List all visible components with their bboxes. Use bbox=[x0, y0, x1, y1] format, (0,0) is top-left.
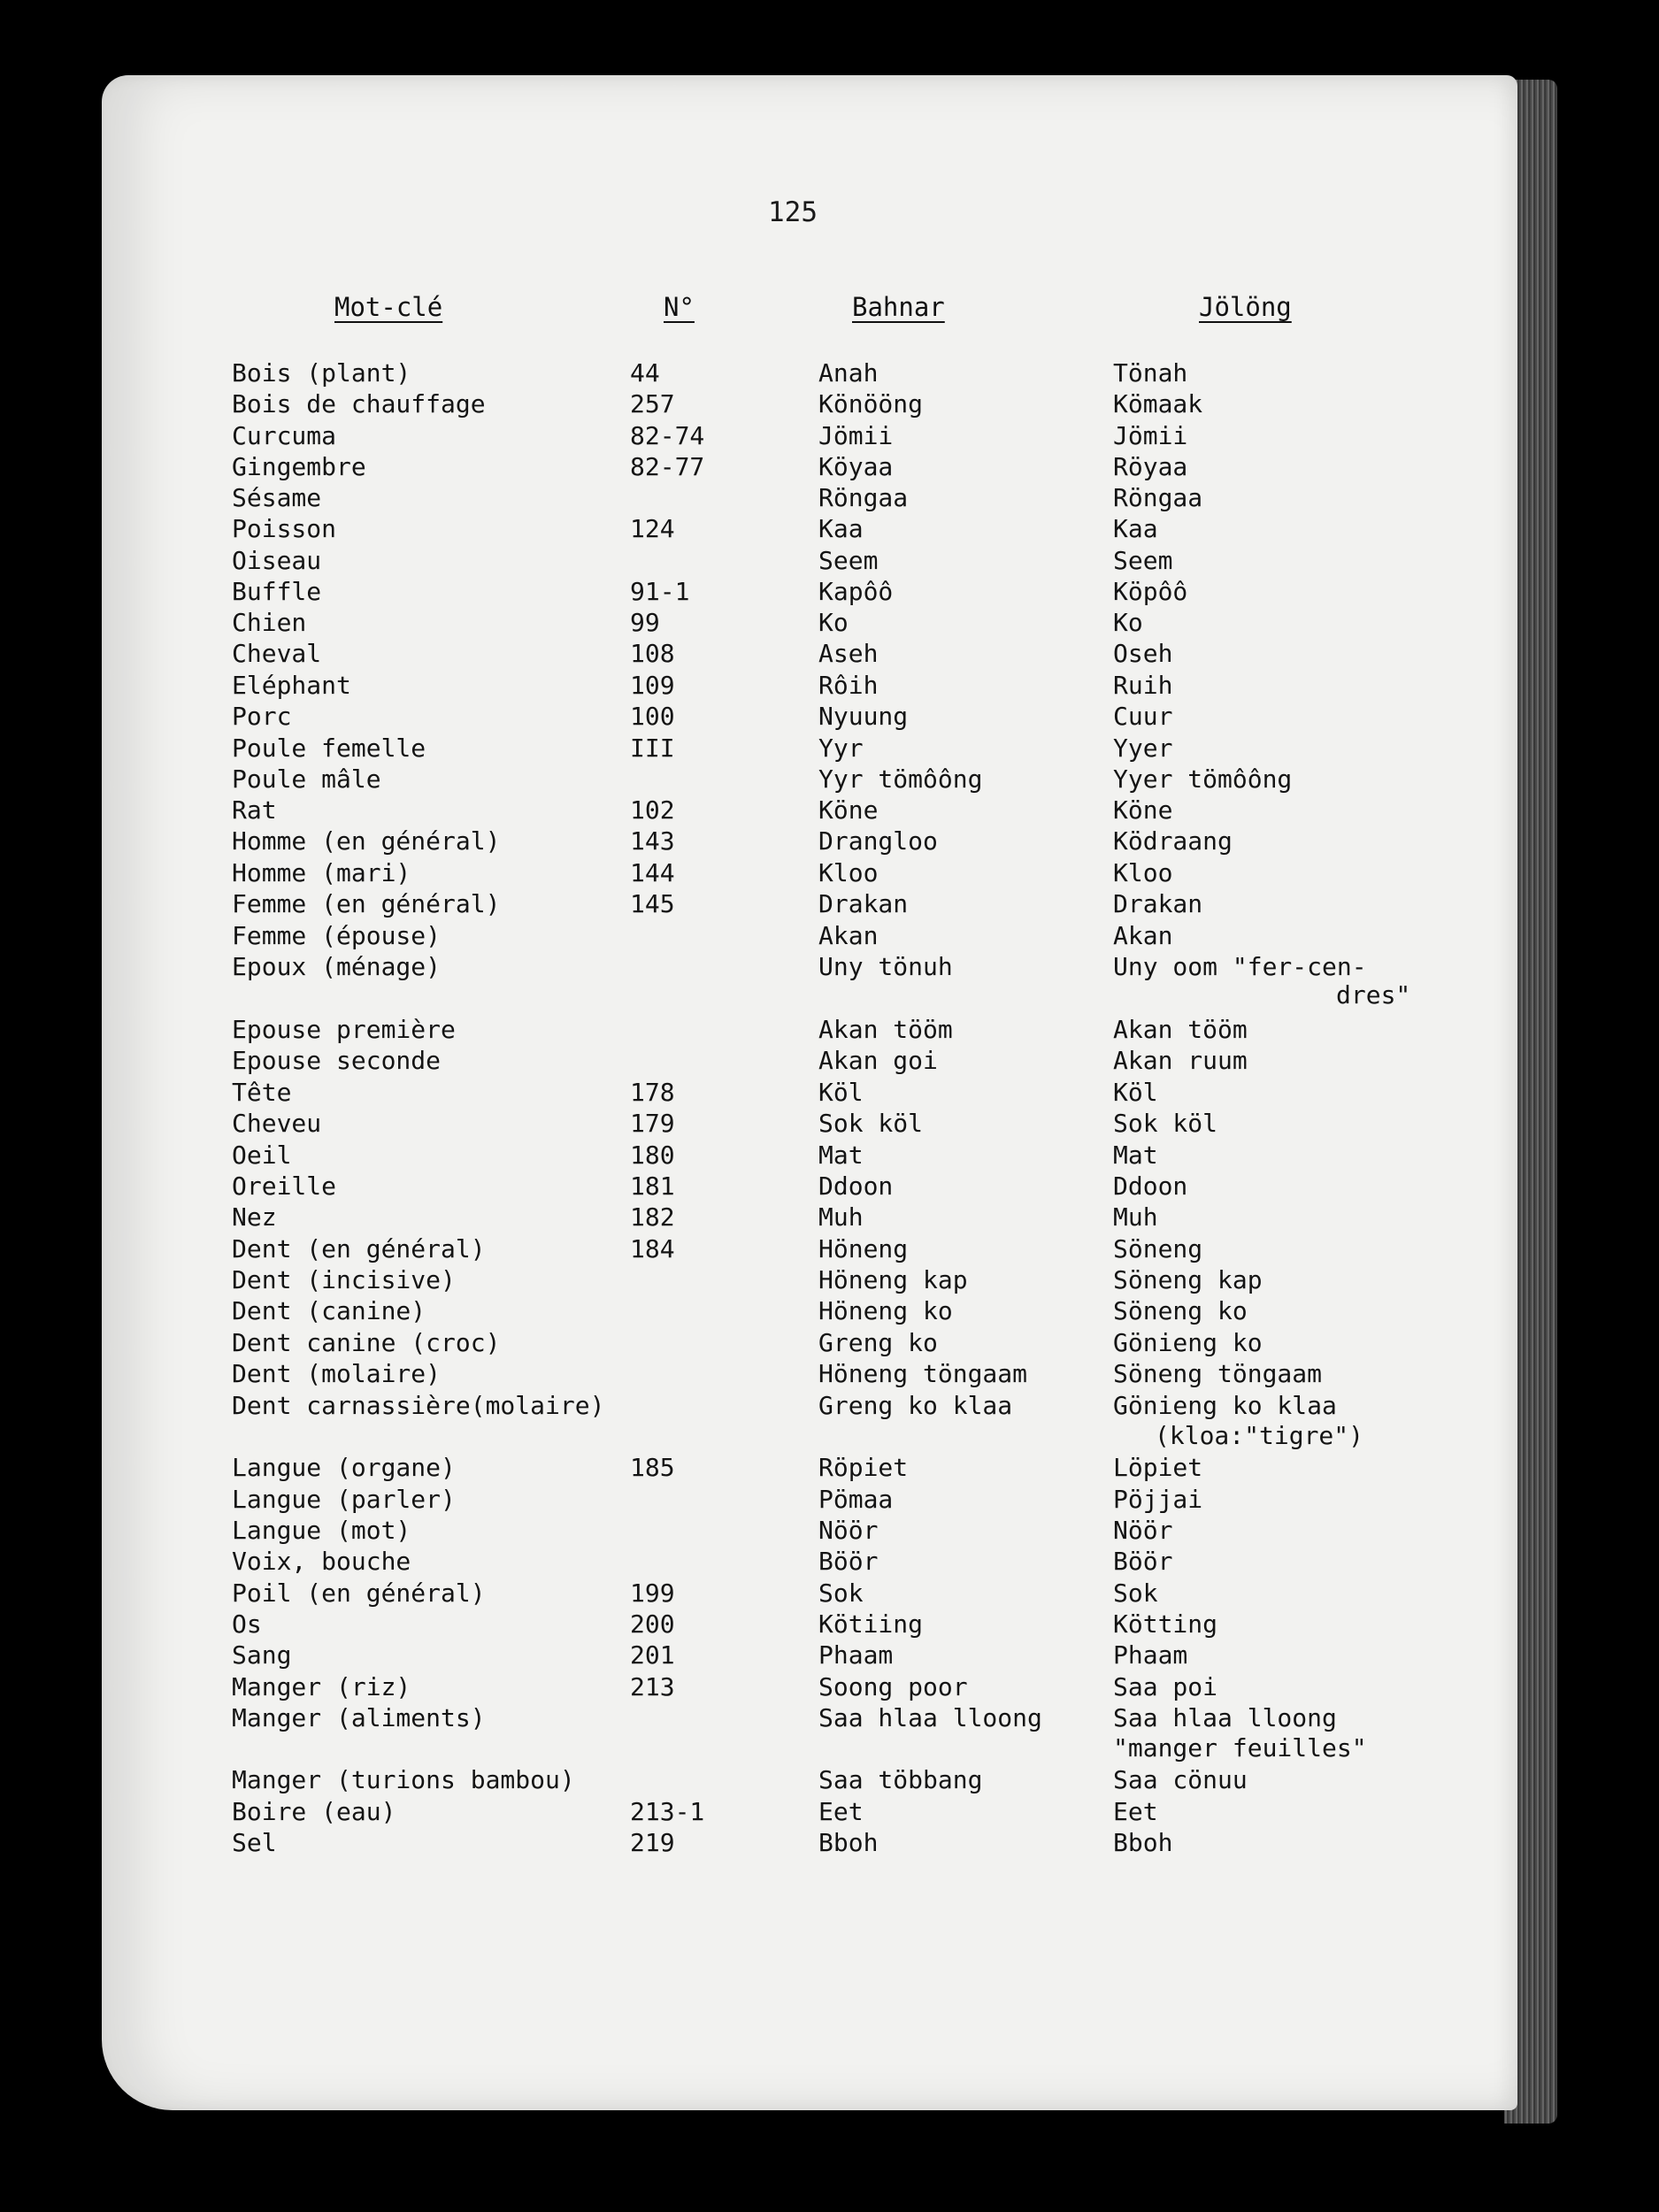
number-cell: 179 bbox=[630, 1109, 675, 1138]
number-cell: 199 bbox=[630, 1578, 675, 1608]
keyword-cell: Gingembre bbox=[232, 452, 366, 481]
keyword-cell: Homme (en général) bbox=[232, 826, 501, 856]
table-row bbox=[0, 1265, 1659, 1297]
keyword-cell: Langue (organe) bbox=[232, 1453, 456, 1482]
table-row bbox=[0, 421, 1659, 453]
keyword-cell: Dent carnassière(molaire) bbox=[232, 1391, 605, 1420]
bahnar-cell: Seem bbox=[818, 546, 879, 575]
table-row bbox=[0, 1485, 1659, 1517]
keyword-cell: Poule mâle bbox=[232, 764, 381, 794]
bahnar-cell: Kaa bbox=[818, 514, 864, 543]
keyword-cell: Dent (incisive) bbox=[232, 1265, 456, 1294]
column-header-keyword: Mot-clé bbox=[334, 292, 443, 322]
bahnar-cell: Soong poor bbox=[818, 1672, 968, 1701]
number-cell: 145 bbox=[630, 889, 675, 918]
jolong-cell: Drakan bbox=[1113, 889, 1203, 918]
number-cell: 91-1 bbox=[630, 577, 690, 606]
number-cell: 102 bbox=[630, 795, 675, 825]
jolong-cell: Bboh bbox=[1113, 1828, 1173, 1857]
number-cell: 44 bbox=[630, 358, 660, 388]
jolong-cell: Yyer tömôông bbox=[1113, 764, 1293, 794]
bahnar-cell: Drangloo bbox=[818, 826, 938, 856]
table-row bbox=[0, 1609, 1659, 1641]
bahnar-cell: Sok köl bbox=[818, 1109, 924, 1138]
table-row bbox=[0, 514, 1659, 546]
keyword-cell: Dent canine (croc) bbox=[232, 1328, 501, 1357]
keyword-cell: Tête bbox=[232, 1078, 292, 1107]
jolong-cell: Köl bbox=[1113, 1078, 1158, 1107]
keyword-cell: Manger (aliments) bbox=[232, 1703, 486, 1732]
bahnar-cell: Kloo bbox=[818, 858, 879, 887]
number-cell: 182 bbox=[630, 1202, 675, 1232]
jolong-cell: Köpôô bbox=[1113, 577, 1188, 606]
keyword-cell: Oeil bbox=[232, 1141, 292, 1170]
number-cell: 143 bbox=[630, 826, 675, 856]
jolong-cell: Köne bbox=[1113, 795, 1173, 825]
number-cell: 100 bbox=[630, 702, 675, 731]
number-cell: 180 bbox=[630, 1141, 675, 1170]
table-row bbox=[0, 1078, 1659, 1110]
jolong-cell: Cuur bbox=[1113, 702, 1173, 731]
keyword-cell: Femme (épouse) bbox=[232, 921, 442, 950]
table-row bbox=[0, 889, 1659, 921]
table-row bbox=[0, 952, 1659, 984]
table-row bbox=[0, 795, 1659, 827]
number-cell: 219 bbox=[630, 1828, 675, 1857]
table-row bbox=[0, 921, 1659, 953]
keyword-cell: Sel bbox=[232, 1828, 277, 1857]
jolong-cell: Tönah bbox=[1113, 358, 1188, 388]
table-row bbox=[0, 389, 1659, 421]
table-row bbox=[0, 671, 1659, 703]
jolong-cell: Sok köl bbox=[1113, 1109, 1218, 1138]
jolong-cell: Kötting bbox=[1113, 1609, 1218, 1639]
bahnar-cell: Kapôô bbox=[818, 577, 894, 606]
bahnar-cell: Ddoon bbox=[818, 1171, 894, 1201]
table-row bbox=[0, 1141, 1659, 1172]
jolong-cell: Gönieng ko bbox=[1113, 1328, 1263, 1357]
keyword-cell: Cheval bbox=[232, 639, 322, 668]
number-cell: 184 bbox=[630, 1234, 675, 1263]
keyword-cell: Bois de chauffage bbox=[232, 389, 486, 419]
keyword-cell: Dent (en général) bbox=[232, 1234, 486, 1263]
table-row bbox=[0, 1547, 1659, 1578]
table-row bbox=[0, 1234, 1659, 1266]
jolong-cell: Jömii bbox=[1113, 421, 1188, 450]
keyword-cell: Oreille bbox=[232, 1171, 337, 1201]
number-cell: 109 bbox=[630, 671, 675, 700]
keyword-cell: Cheveu bbox=[232, 1109, 322, 1138]
bahnar-cell: Yyr tömôông bbox=[818, 764, 983, 794]
jolong-cell: Löpiet bbox=[1113, 1453, 1203, 1482]
jolong-cell: Ködraang bbox=[1113, 826, 1233, 856]
number-cell: 200 bbox=[630, 1609, 675, 1639]
table-row bbox=[0, 358, 1659, 390]
table-row bbox=[0, 1109, 1659, 1141]
bahnar-cell: Köl bbox=[818, 1078, 864, 1107]
keyword-cell: Epouse première bbox=[232, 1015, 456, 1044]
keyword-cell: Dent (canine) bbox=[232, 1296, 426, 1325]
number-cell: 201 bbox=[630, 1640, 675, 1670]
bahnar-cell: Akan goi bbox=[818, 1046, 938, 1075]
number-cell: 213 bbox=[630, 1672, 675, 1701]
bahnar-cell: Böör bbox=[818, 1547, 879, 1576]
bahnar-cell: Drakan bbox=[818, 889, 909, 918]
bahnar-cell: Aseh bbox=[818, 639, 879, 668]
table-row bbox=[0, 1797, 1659, 1829]
jolong-cell: Yyer bbox=[1113, 733, 1173, 763]
bahnar-cell: Rôih bbox=[818, 671, 879, 700]
keyword-cell: Epouse seconde bbox=[232, 1046, 442, 1075]
continuation-line: "manger feuilles" bbox=[1113, 1733, 1367, 1763]
bahnar-cell: Mat bbox=[818, 1141, 864, 1170]
keyword-cell: Chien bbox=[232, 608, 307, 637]
jolong-cell: Ruih bbox=[1113, 671, 1173, 700]
jolong-cell: Söneng ko bbox=[1113, 1296, 1248, 1325]
bahnar-cell: Uny tönuh bbox=[818, 952, 953, 981]
bahnar-cell: Kötiing bbox=[818, 1609, 924, 1639]
jolong-cell: Röyaa bbox=[1113, 452, 1188, 481]
table-row bbox=[0, 1703, 1659, 1735]
jolong-cell: Saa cönuu bbox=[1113, 1765, 1248, 1794]
bahnar-cell: Sok bbox=[818, 1578, 864, 1608]
jolong-cell: Oseh bbox=[1113, 639, 1173, 668]
table-row bbox=[0, 1640, 1659, 1672]
bahnar-cell: Höneng ko bbox=[818, 1296, 953, 1325]
jolong-cell: Pöjjai bbox=[1113, 1485, 1203, 1514]
number-cell: 181 bbox=[630, 1171, 675, 1201]
jolong-cell: Akan bbox=[1113, 921, 1173, 950]
jolong-cell: Eet bbox=[1113, 1797, 1158, 1826]
table-row bbox=[0, 1391, 1659, 1423]
table-row bbox=[0, 764, 1659, 796]
number-cell: 213-1 bbox=[630, 1797, 705, 1826]
keyword-cell: Manger (riz) bbox=[232, 1672, 411, 1701]
table-row bbox=[0, 1516, 1659, 1548]
table-row bbox=[0, 1015, 1659, 1047]
bahnar-cell: Phaam bbox=[818, 1640, 894, 1670]
bahnar-cell: Jömii bbox=[818, 421, 894, 450]
table-row bbox=[0, 1359, 1659, 1391]
jolong-cell: Sok bbox=[1113, 1578, 1158, 1608]
keyword-cell: Rat bbox=[232, 795, 277, 825]
column-header-number: N° bbox=[664, 292, 695, 322]
table-row bbox=[0, 608, 1659, 640]
table-row bbox=[0, 1046, 1659, 1078]
jolong-cell: Phaam bbox=[1113, 1640, 1188, 1670]
keyword-cell: Nez bbox=[232, 1202, 277, 1232]
bahnar-cell: Nyuung bbox=[818, 702, 909, 731]
jolong-cell: Söneng töngaam bbox=[1113, 1359, 1323, 1388]
keyword-cell: Homme (mari) bbox=[232, 858, 411, 887]
continuation-line: dres" bbox=[1336, 980, 1411, 1010]
keyword-cell: Boire (eau) bbox=[232, 1797, 396, 1826]
table-row bbox=[0, 1328, 1659, 1360]
table-row bbox=[0, 858, 1659, 890]
bahnar-cell: Greng ko bbox=[818, 1328, 938, 1357]
column-header-bahnar: Bahnar bbox=[852, 292, 945, 322]
keyword-cell: Epoux (ménage) bbox=[232, 952, 442, 981]
table-row bbox=[0, 1296, 1659, 1328]
jolong-cell: Akan tööm bbox=[1113, 1015, 1248, 1044]
bahnar-cell: Höneng töngaam bbox=[818, 1359, 1028, 1388]
keyword-cell: Sésame bbox=[232, 483, 322, 512]
jolong-cell: Gönieng ko klaa bbox=[1113, 1391, 1337, 1420]
keyword-cell: Os bbox=[232, 1609, 262, 1639]
number-cell: 82-74 bbox=[630, 421, 705, 450]
bahnar-cell: Nöör bbox=[818, 1516, 879, 1545]
keyword-cell: Poisson bbox=[232, 514, 337, 543]
table-row bbox=[0, 1171, 1659, 1203]
keyword-cell: Porc bbox=[232, 702, 292, 731]
keyword-cell: Curcuma bbox=[232, 421, 337, 450]
jolong-cell: Saa poi bbox=[1113, 1672, 1218, 1701]
number-cell: 82-77 bbox=[630, 452, 705, 481]
jolong-cell: Uny oom "fer-cen- bbox=[1113, 952, 1367, 981]
bahnar-cell: Höneng kap bbox=[818, 1265, 968, 1294]
jolong-cell: Mat bbox=[1113, 1141, 1158, 1170]
bahnar-cell: Saa többang bbox=[818, 1765, 983, 1794]
keyword-cell: Dent (molaire) bbox=[232, 1359, 442, 1388]
bahnar-cell: Könööng bbox=[818, 389, 924, 419]
jolong-cell: Böör bbox=[1113, 1547, 1173, 1576]
keyword-cell: Oiseau bbox=[232, 546, 322, 575]
table-row bbox=[0, 1453, 1659, 1485]
continuation-line: (kloa:"tigre") bbox=[1155, 1421, 1364, 1450]
bahnar-cell: Akan tööm bbox=[818, 1015, 953, 1044]
jolong-cell: Söneng kap bbox=[1113, 1265, 1263, 1294]
bahnar-cell: Greng ko klaa bbox=[818, 1391, 1013, 1420]
jolong-cell: Akan ruum bbox=[1113, 1046, 1248, 1075]
bahnar-cell: Köne bbox=[818, 795, 879, 825]
jolong-cell: Söneng bbox=[1113, 1234, 1203, 1263]
column-header-jolong: Jölöng bbox=[1199, 292, 1292, 322]
number-cell: 178 bbox=[630, 1078, 675, 1107]
number-cell: 257 bbox=[630, 389, 675, 419]
number-cell: III bbox=[630, 733, 675, 763]
number-cell: 108 bbox=[630, 639, 675, 668]
jolong-cell: Kömaak bbox=[1113, 389, 1203, 419]
table-row bbox=[0, 546, 1659, 578]
number-cell: 144 bbox=[630, 858, 675, 887]
jolong-cell: Ddoon bbox=[1113, 1171, 1188, 1201]
table-row bbox=[0, 577, 1659, 609]
keyword-cell: Sang bbox=[232, 1640, 292, 1670]
bahnar-cell: Eet bbox=[818, 1797, 864, 1826]
table-row bbox=[0, 826, 1659, 858]
table-row bbox=[0, 1765, 1659, 1797]
number-cell: 185 bbox=[630, 1453, 675, 1482]
keyword-cell: Femme (en général) bbox=[232, 889, 501, 918]
jolong-cell: Röngaa bbox=[1113, 483, 1203, 512]
jolong-cell: Muh bbox=[1113, 1202, 1158, 1232]
bahnar-cell: Muh bbox=[818, 1202, 864, 1232]
bahnar-cell: Röpiet bbox=[818, 1453, 909, 1482]
bahnar-cell: Röngaa bbox=[818, 483, 909, 512]
table-row bbox=[0, 702, 1659, 733]
table-row bbox=[0, 1578, 1659, 1610]
keyword-cell: Langue (mot) bbox=[232, 1516, 411, 1545]
bahnar-cell: Pömaa bbox=[818, 1485, 894, 1514]
table-row bbox=[0, 483, 1659, 515]
jolong-cell: Seem bbox=[1113, 546, 1173, 575]
jolong-cell: Ko bbox=[1113, 608, 1143, 637]
keyword-cell: Buffle bbox=[232, 577, 322, 606]
keyword-cell: Bois (plant) bbox=[232, 358, 411, 388]
table-row bbox=[0, 1672, 1659, 1704]
table-row bbox=[0, 733, 1659, 765]
bahnar-cell: Akan bbox=[818, 921, 879, 950]
jolong-cell: Saa hlaa lloong bbox=[1113, 1703, 1337, 1732]
keyword-cell: Eléphant bbox=[232, 671, 351, 700]
bahnar-cell: Höneng bbox=[818, 1234, 909, 1263]
table-row bbox=[0, 452, 1659, 484]
table-row bbox=[0, 1828, 1659, 1860]
jolong-cell: Kloo bbox=[1113, 858, 1173, 887]
jolong-cell: Nöör bbox=[1113, 1516, 1173, 1545]
bahnar-cell: Ko bbox=[818, 608, 849, 637]
jolong-cell: Kaa bbox=[1113, 514, 1158, 543]
keyword-cell: Manger (turions bambou) bbox=[232, 1765, 575, 1794]
bahnar-cell: Anah bbox=[818, 358, 879, 388]
number-cell: 124 bbox=[630, 514, 675, 543]
table-row bbox=[0, 639, 1659, 671]
table-row bbox=[0, 1202, 1659, 1234]
page-number: 125 bbox=[768, 196, 818, 228]
number-cell: 99 bbox=[630, 608, 660, 637]
bahnar-cell: Köyaa bbox=[818, 452, 894, 481]
keyword-cell: Langue (parler) bbox=[232, 1485, 456, 1514]
keyword-cell: Poule femelle bbox=[232, 733, 426, 763]
keyword-cell: Voix, bouche bbox=[232, 1547, 411, 1576]
bahnar-cell: Bboh bbox=[818, 1828, 879, 1857]
bahnar-cell: Saa hlaa lloong bbox=[818, 1703, 1042, 1732]
bahnar-cell: Yyr bbox=[818, 733, 864, 763]
keyword-cell: Poil (en général) bbox=[232, 1578, 486, 1608]
